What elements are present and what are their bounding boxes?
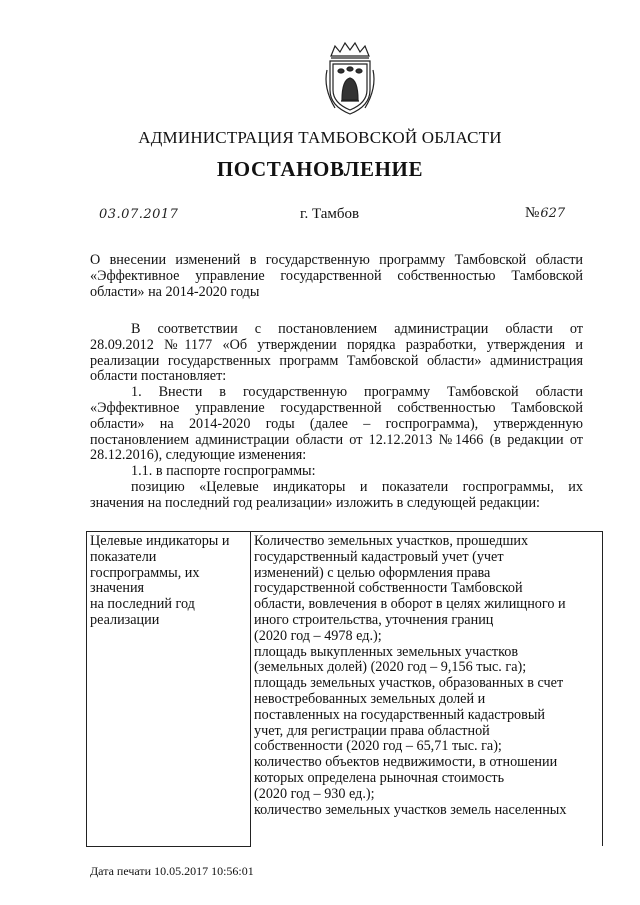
document-type: ПОСТАНОВЛЕНИЕ <box>216 157 424 181</box>
cell-line: количество объектов недвижимости, в отношении <box>254 754 558 771</box>
paragraph-1-rest: 28.09.2012 №1177 «Об утверждении порядка разработки, утверждения и реализации государственных программ Тамбовской области» администрация области постановляет: <box>90 336 583 385</box>
cell-line: невостребованных земельных долей и <box>254 690 486 707</box>
handwritten-date: 03.07.2017 <box>99 207 179 222</box>
document-body <box>90 322 583 512</box>
cell-line: значения <box>90 580 145 597</box>
document-number <box>525 205 565 222</box>
document-subject <box>90 253 583 300</box>
cell-line: изменений) с целью оформления права <box>254 564 491 581</box>
cell-line: учет, для регистрации права областной <box>254 722 490 739</box>
cell-line: площадь земельных участков, образованных в счет <box>254 675 564 692</box>
paragraph-2-rest: «Эффективное управление государственной собственностью Тамбовской области» на 2014-2020 годы (далее – госпрограмма), утвержденную постановлением администрации области от 12.12.2013 №1466 (в редакции от 28.12.2016), следующие изменения: <box>90 399 583 464</box>
cell-line: Количество земельных участков, прошедших <box>254 533 529 549</box>
cell-line: реализации <box>90 611 160 628</box>
print-date: Дата печати 10.05.2017 10:56:01 <box>90 864 254 878</box>
cell-line: собственности (2020 год – 65,71 тыс. га); <box>254 738 502 755</box>
paragraph-1-first-line: В соответствии с постановлением администрации области от <box>131 321 583 337</box>
cell-line: (2020 год – 930 ед.); <box>254 785 375 802</box>
cell-line: иного строительства, уточнения границ <box>254 611 494 628</box>
subject-line: области» на 2014-2020 годы <box>90 283 260 300</box>
cell-line: поставленных на государственный кадастровый <box>254 706 545 723</box>
cell-line: госпрограммы, их <box>90 564 200 581</box>
table-cell-value <box>251 532 603 847</box>
cell-line: государственный кадастровый учет (учет <box>254 548 504 565</box>
table-row <box>87 532 603 847</box>
number-prefix: № <box>525 205 540 221</box>
passport-table <box>86 531 603 847</box>
table-cell-label <box>87 532 251 847</box>
organization-title: АДМИНИСТРАЦИЯ ТАМБОВСКОЙ ОБЛАСТИ <box>138 128 502 147</box>
cell-line: (2020 год – 4978 ед.); <box>254 627 382 644</box>
paragraph-4-second-line: значения на последний год реализации» изложить в следующей редакции: <box>90 494 540 511</box>
cell-line: которых определена рыночная стоимость <box>254 769 505 786</box>
cell-line: площадь выкупленных земельных участков <box>254 643 519 660</box>
tambov-coat-of-arms-icon <box>321 40 379 118</box>
cell-line: (земельных долей) (2020 год – 9,156 тыс. га); <box>254 659 527 676</box>
subject-line: О внесении изменений в государственную программу Тамбовской области <box>90 252 583 268</box>
cell-line: области, вовлечения в оборот в целях жилищного и <box>254 596 566 613</box>
city: г. Тамбов <box>300 206 360 222</box>
paragraph-4-first-line: позицию «Целевые индикаторы и показатели госпрограммы, их <box>131 478 583 495</box>
subject-line: «Эффективное управление государственной собственностью Тамбовской <box>90 267 583 284</box>
cell-line: количество земельных участков земель населенных <box>254 801 567 818</box>
paragraph-2-first-line: 1. Внести в государственную программу Тамбовской области <box>131 384 583 401</box>
handwritten-number: 627 <box>540 206 566 221</box>
cell-line: на последний год <box>90 596 195 613</box>
paragraph-3: 1.1. в паспорте госпрограммы: <box>131 463 316 480</box>
cell-line: Целевые индикаторы и <box>90 533 230 549</box>
cell-line: государственной собственности Тамбовской <box>254 580 523 597</box>
cell-line: показатели <box>90 548 157 565</box>
